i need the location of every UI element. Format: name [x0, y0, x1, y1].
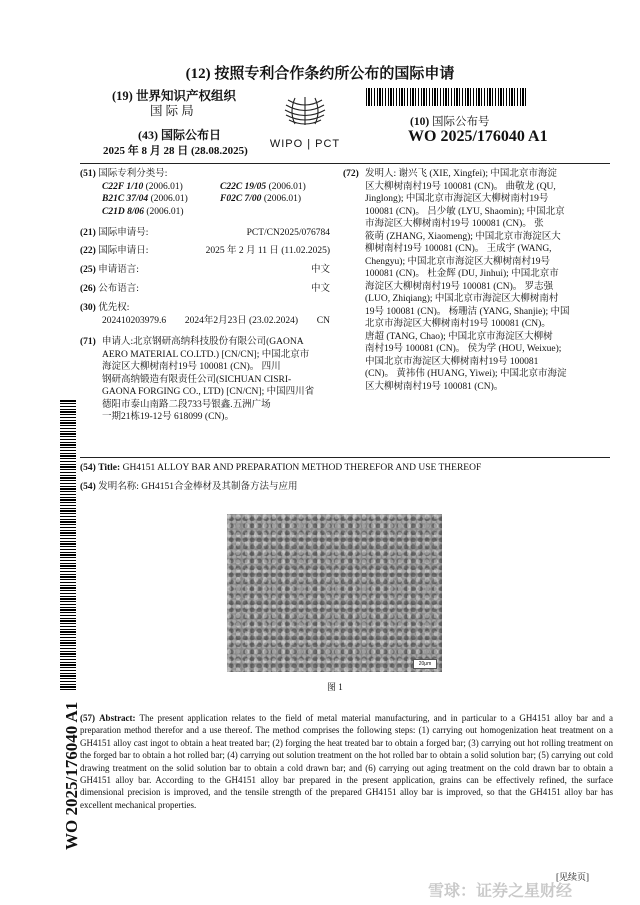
publang-num: (26) [80, 284, 96, 294]
inventor-line: 市海淀区大柳树南村19号 100081 (CN)。 张 [365, 219, 544, 229]
inventor-line: 北京市海淀区大柳树南村19号 100081 (CN)。 [365, 319, 551, 329]
figure-caption: 图 1 [327, 682, 343, 692]
title-zh-row [80, 481, 615, 494]
inventor-lines [343, 168, 615, 393]
inventor-line: Chengyu); 中国北京市海淀区大柳树南村19号 [365, 256, 550, 267]
title-zh-value: GH4151合金棒材及其制备方法与应用 [141, 482, 298, 492]
header-divider [80, 163, 610, 164]
title-zh-label: 发明名称: [98, 482, 139, 492]
inventor-line: 柳树南村19号 100081 (CN)。 王成宇 (WANG, [365, 244, 552, 254]
applicant-line: AERO MATERIAL CO.LTD.) [CN/CN]; 中国北京市 [102, 349, 310, 360]
inventor-line: 区大柳树南村19号 100081 (CN)。 [365, 381, 504, 392]
applicant-line: 申请人:北京钢研高纳科技股份有限公司(GAONA [102, 337, 304, 347]
inventor-line: 100081 (CN)。 杜金辉 (DU, Jinhui); 中国北京市 [365, 269, 559, 279]
abstract-text: The present application relates to the field of metal material manufacturing, and in particular to a GH4151 alloy bar and a preparation method therefor and a use thereof. The method comprises the following steps: (1) carrying out homogenization heat treatment on a GH4151 alloy cast ingot to obtain a heat treated bar; (2) forging the heat treated bar to obtain a forged bar; (3) carrying out hot rolling treatment on the forged bar to obtain a hot rolled bar; (4) carrying out solution treatment on the hot rolled bar to obtain a solid solution bar; (5) carrying out cold drawing treatment on the solid solution bar to obtain a cold drawn bar; and (6) carrying out aging treatment on the cold drawn bar to obtain a GH4151 alloy bar. According to the GH4151 alloy bar prepared in the present application, grains can be effectively refined, the surface dimensional precision is improved, and the tensile strength of the prepared GH4151 alloy bar is improved, so that the GH4151 alloy bar has excellent mechanical properties. [80, 713, 614, 810]
inventor-num: (72) [343, 169, 359, 179]
lang-value: 中文 [310, 265, 330, 275]
pub-date-num: (43) [138, 128, 158, 142]
org-num: (19) [112, 89, 133, 103]
watermark: 雪球：证券之星财经 [428, 881, 573, 900]
pub-date-block [138, 126, 221, 143]
lang-row [80, 264, 330, 277]
app-no-row [80, 227, 330, 240]
inventor-line: (LUO, Zhiqiang); 中国北京市海淀区大柳树南村 [365, 294, 559, 304]
applicant-line: 钢研高纳锻造有限责任公司(SICHUAN CISRI- [102, 374, 292, 385]
priority-date: 2024年2月23日 (23.02.2024) [184, 315, 299, 326]
lang-num: (25) [80, 265, 96, 275]
priority-number: 202410203979.6 [102, 315, 167, 326]
filing-row [80, 245, 330, 258]
lang-label: 申请语言: [98, 265, 139, 275]
title-en-num: (54) [80, 463, 96, 473]
ipc-num: (51) [80, 169, 96, 179]
inventor-line: (CN)。 黄祎伟 (HUANG, Yiwei); 中国北京市海淀 [365, 369, 567, 379]
pub-date-value: 2025 年 8 月 28 日 (28.08.2025) [103, 145, 248, 157]
applicant-line: 海淀区大柳树南村19号 100081 (CN)。 四川 [102, 362, 281, 372]
publang-value: 中文 [310, 284, 330, 294]
priority-label: 优先权: [98, 303, 130, 313]
app-no-value: PCT/CN2025/076784 [246, 228, 330, 238]
titles-divider [80, 457, 610, 458]
applicant-section [80, 336, 340, 424]
org-name-2: 国 际 局 [150, 104, 194, 118]
applicant-lines [80, 336, 340, 424]
org-name: 世界知识产权组织 [135, 89, 236, 103]
inventor-line: 筱萌 (ZHANG, Xiaomeng); 中国北京市海淀区大 [365, 231, 561, 242]
ipc-code: B21C 37/04 (2006.01) [102, 194, 188, 204]
pub-no-label: 国际公布号 [432, 116, 490, 128]
inventor-line: 南村19号 100081 (CN)。 侯为学 (HOU, Weixue); [365, 344, 562, 354]
micrograph-image [227, 514, 442, 672]
ipc-label: 国际专利分类号: [98, 169, 168, 179]
pub-date-label: 国际公布日 [161, 128, 222, 142]
filing-value: 2025 年 2 月 11 日 (11.02.2025) [205, 246, 330, 256]
continued-note: [见续页] [556, 872, 589, 882]
wipo-logo-text: WIPO | PCT [269, 138, 341, 150]
pub-no-block [410, 113, 490, 129]
side-publication-label: WO 2025/176040 A1 [62, 701, 81, 850]
publang-label: 公布语言: [98, 284, 139, 294]
applicant-line: GAONA FORGING CO., LTD) [CN/CN]; 中国四川省 [102, 387, 315, 397]
publang-row [80, 283, 330, 296]
abstract-num: (57) [80, 713, 95, 723]
title-zh-num: (54) [80, 482, 96, 492]
top-barcode [366, 88, 526, 106]
abstract-label: Abstract: [99, 713, 136, 723]
app-no-label: 国际申请号: [98, 228, 149, 238]
ipc-code: C22C 19/05 (2006.01) [220, 181, 306, 192]
ipc-code: C21D 8/06 (2006.01) [102, 206, 184, 217]
applicant-line: 一期21栋19-12号 618099 (CN)。 [102, 412, 234, 422]
abstract [80, 712, 613, 811]
ipc-codes [80, 181, 335, 219]
inventor-line: Jinglong); 中国北京市海淀区大柳树南村19号 [365, 194, 549, 204]
inventor-line: 发明人: 谢兴飞 (XIE, Xingfei); 中国北京市海淀 [365, 169, 557, 179]
app-no-num: (21) [80, 228, 96, 238]
ipc-code: F02C 7/00 (2006.01) [220, 194, 302, 204]
priority-section [80, 302, 335, 327]
inventor-line: 中国北京市海淀区大柳树南村19号 100081 [365, 356, 539, 367]
inventor-section [343, 168, 615, 393]
title-en-row [80, 462, 615, 475]
inventor-line: 100081 (CN)。 吕少敏 (LYU, Shaomin); 中国北京 [365, 206, 565, 217]
priority-num: (30) [80, 303, 96, 313]
pub-no-value: WO 2025/176040 A1 [408, 128, 548, 145]
ipc-code: C22F 1/10 (2006.01) [102, 181, 183, 192]
wipo-globe-icon [268, 96, 342, 138]
title-en-label: Title: [98, 463, 121, 473]
priority-country: CN [316, 315, 330, 326]
filing-label: 国际申请日: [98, 246, 149, 256]
applicant-line: 德阳市泰山南路二段733号银鑫.五洲广场 [102, 399, 271, 410]
ipc-section [80, 168, 335, 218]
inventor-line: 19号 100081 (CN)。 杨珊洁 (YANG, Shanjie); 中国 [365, 306, 570, 317]
wipo-logo [268, 96, 342, 138]
inventor-line: 唐超 (TANG, Chao); 中国北京市海淀区大柳树 [365, 331, 553, 342]
scale-bar: 20μm [413, 659, 437, 669]
applicant-num: (71) [80, 337, 96, 347]
side-barcode [60, 400, 76, 690]
filing-num: (22) [80, 246, 96, 256]
pub-no-num: (10) [410, 116, 430, 128]
inventor-line: 海淀区大柳树南村19号 100081 (CN)。 罗志强 [365, 281, 554, 292]
inventor-line: 区大柳树南村19号 100081 (CN)。 曲敬龙 (QU, [365, 181, 556, 192]
document-title: (12) 按照专利合作条约所公布的国际申请 [185, 66, 455, 82]
priority-entry [80, 315, 330, 328]
title-en-value: GH4151 ALLOY BAR AND PREPARATION METHOD THEREFOR AND USE THEREOF [122, 463, 482, 473]
